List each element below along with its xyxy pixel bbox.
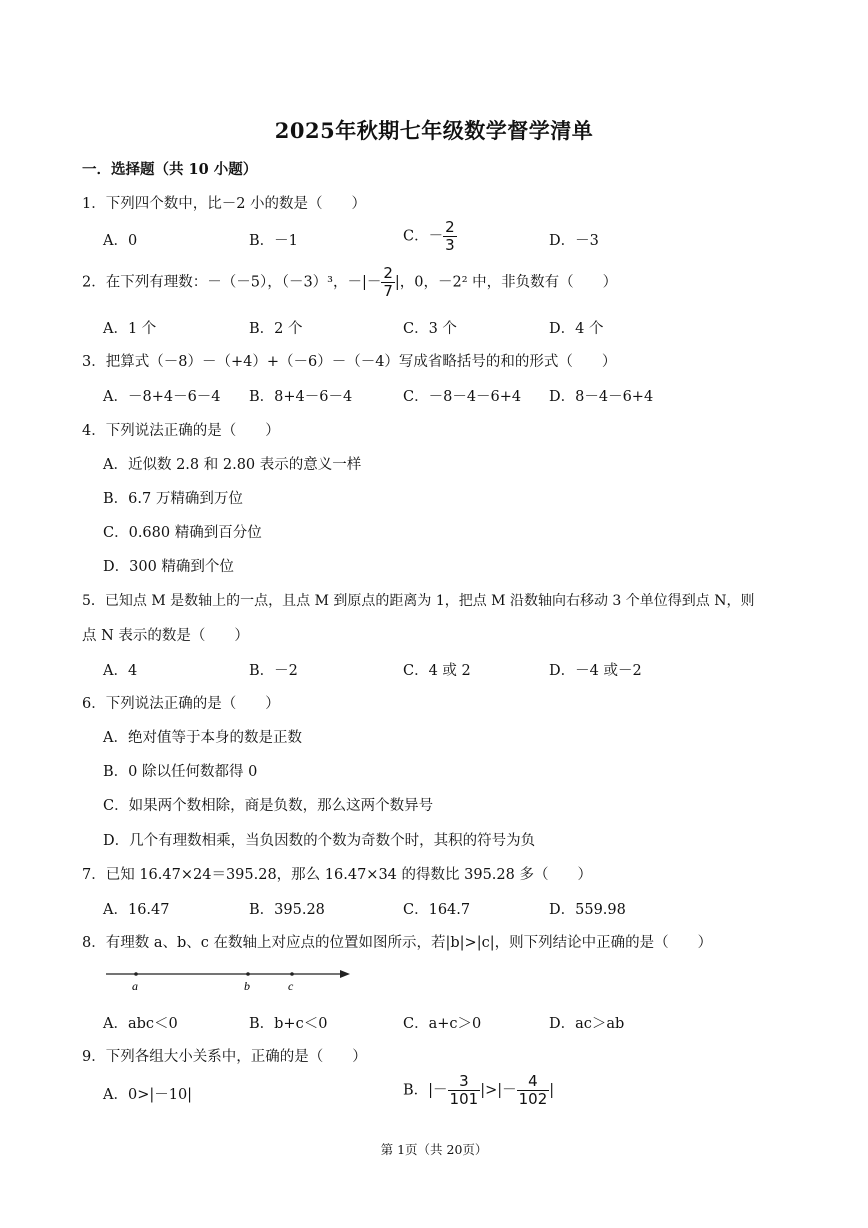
q9-option-b-suffix: |	[549, 1082, 555, 1099]
q6-option-b: B．0 除以任何数都得 0	[103, 764, 258, 780]
section-heading: 一．选择题（共 10 小题）	[82, 161, 258, 178]
q3-option-a: A．－8+4－6－4	[103, 389, 221, 405]
q4-option-d: D．300 精确到个位	[103, 559, 234, 575]
number-line-arrow	[340, 970, 350, 978]
point-b-marker	[246, 972, 250, 976]
q4-option-a: A．近似数 2.8 和 2.80 表示的意义一样	[103, 457, 362, 473]
q9-option-b	[403, 1074, 554, 1107]
q2-option-c: C．3 个	[403, 321, 457, 337]
q1-option-b: B．－1	[249, 233, 298, 249]
q5-option-d: D．－4 或－2	[549, 663, 642, 679]
fraction-numerator: 3	[448, 1074, 481, 1091]
q7-option-d: D．559.98	[549, 902, 626, 918]
q6-option-c: C．如果两个数相除，商是负数，那么这两个数异号	[103, 798, 434, 814]
q8-option-d: D．ac＞ab	[549, 1016, 625, 1032]
point-a-marker	[134, 972, 138, 976]
question-5-stem-line-2: 点 N 表示的数是（ ）	[82, 628, 249, 644]
q3-option-b: B．8+4－6－4	[249, 389, 353, 405]
question-8-stem: 8．有理数 a、b、c 在数轴上对应点的位置如图所示，若|b|>|c|，则下列结论中正确的是（ ）	[82, 935, 713, 951]
q5-option-b: B．－2	[249, 663, 298, 679]
q4-option-c: C．0.680 精确到百分位	[103, 525, 262, 541]
q8-option-b: B．b+c＜0	[249, 1016, 328, 1032]
point-a-label: a	[132, 979, 138, 993]
point-b-label: b	[244, 979, 250, 993]
q8-option-a: A．abc＜0	[103, 1016, 178, 1032]
page-footer: 第 1页（共 20页）	[380, 1142, 488, 1157]
q1-option-c	[403, 220, 457, 253]
fraction	[381, 266, 395, 299]
point-c-marker	[290, 972, 294, 976]
q3-option-d: D．8－4－6+4	[549, 389, 654, 405]
q5-option-a: A．4	[103, 663, 138, 679]
q7-option-c: C．164.7	[403, 902, 471, 918]
fraction	[517, 1074, 550, 1107]
q1-option-a: A．0	[103, 233, 138, 249]
q9-option-b-prefix: B．|－	[403, 1082, 448, 1099]
fraction-denominator: 101	[449, 1090, 479, 1108]
q5-option-c: C．4 或 2	[403, 663, 471, 679]
q7-option-b: B．395.28	[249, 902, 325, 918]
q6-option-a: A．绝对值等于本身的数是正数	[103, 730, 302, 746]
q7-option-a: A．16.47	[103, 902, 170, 918]
question-2-stem	[82, 266, 617, 299]
q1-option-d: D．－3	[549, 233, 599, 249]
q9-option-a: A．0>|－10|	[103, 1087, 193, 1103]
q2-option-d: D．4 个	[549, 321, 604, 337]
q1-option-c-prefix: C．－	[403, 228, 444, 245]
document-title: 2025年秋期七年级数学督学清单	[274, 118, 594, 143]
question-1-stem: 1．下列四个数中，比－2 小的数是（ ）	[82, 196, 367, 212]
q9-option-b-middle: |>|－	[480, 1082, 517, 1099]
question-4-stem: 4．下列说法正确的是（ ）	[82, 423, 280, 439]
fraction	[448, 1074, 481, 1107]
fraction-denominator: 7	[383, 282, 393, 300]
q3-option-c: C．－8－4－6+4	[403, 389, 522, 405]
question-3-stem: 3．把算式（－8）－（+4）+（－6）－（－4）写成省略括号的和的形式（ ）	[82, 354, 617, 370]
q8-option-c: C．a+c＞0	[403, 1016, 482, 1032]
fraction	[443, 220, 457, 253]
point-c-label: c	[288, 979, 294, 993]
question-5-stem-line-1: 5．已知点 M 是数轴上的一点，且点 M 到原点的距离为 1，把点 M 沿数轴向右移动 3 个单位得到点 N，则	[82, 593, 755, 609]
question-9-stem: 9．下列各组大小关系中，正确的是（ ）	[82, 1049, 367, 1065]
question-7-stem: 7．已知 16.47×24＝395.28，那么 16.47×34 的得数比 395.28 多（ ）	[82, 867, 592, 883]
number-line-figure	[100, 962, 360, 996]
q6-option-d: D．几个有理数相乘，当负因数的个数为奇数个时，其积的符号为负	[103, 833, 536, 849]
fraction-denominator: 3	[445, 236, 455, 254]
fraction-numerator: 2	[383, 264, 393, 282]
question-6-stem: 6．下列说法正确的是（ ）	[82, 696, 280, 712]
fraction-numerator: 4	[517, 1074, 550, 1091]
fraction-denominator: 102	[518, 1090, 548, 1108]
fraction-numerator: 2	[445, 218, 455, 236]
q4-option-b: B．6.7 万精确到万位	[103, 491, 243, 507]
q2-option-a: A．1 个	[103, 321, 157, 337]
q2-option-b: B．2 个	[249, 321, 303, 337]
q2-stem-part-b: |，0，－2² 中，非负数有（ ）	[394, 274, 618, 291]
q2-stem-part-a: 2．在下列有理数：－（－5），（－3）³，－|－	[82, 274, 382, 291]
